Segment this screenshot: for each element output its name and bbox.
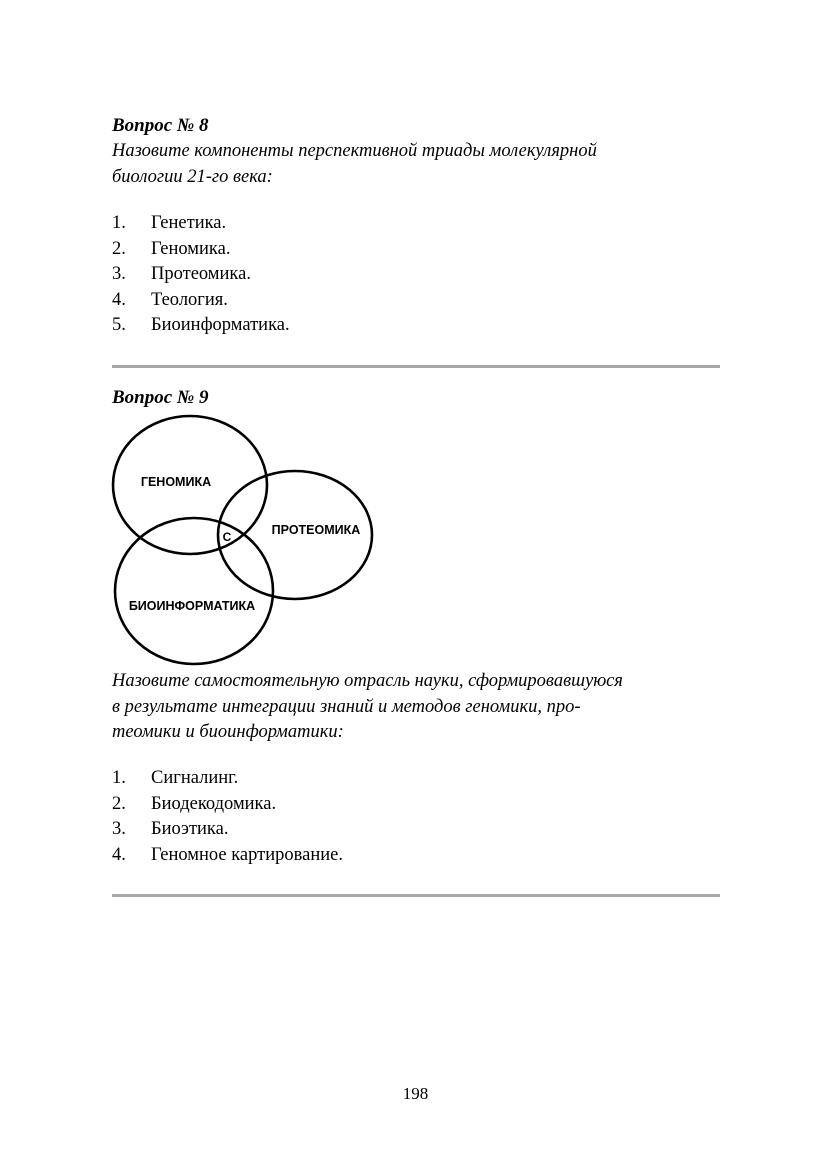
answer-option[interactable] bbox=[112, 766, 343, 792]
answer-option[interactable] bbox=[112, 843, 343, 869]
answer-number: 1. bbox=[112, 768, 126, 788]
answer-option[interactable] bbox=[112, 211, 290, 237]
bioinformatics-circle bbox=[115, 518, 273, 664]
question-9-text-line: теомики и биоинформатики: bbox=[112, 722, 344, 742]
proteomics-label: ПРОТЕОМИКА bbox=[271, 523, 361, 537]
question-9-title: Вопрос № 9 bbox=[112, 387, 209, 408]
intersection-label: C bbox=[222, 530, 232, 544]
page-number: 198 bbox=[402, 1084, 429, 1103]
answer-option[interactable] bbox=[112, 288, 290, 314]
answer-option[interactable] bbox=[112, 262, 290, 288]
answer-number: 1. bbox=[112, 213, 126, 233]
answer-number: 4. bbox=[112, 844, 126, 865]
question-9-text bbox=[112, 669, 719, 746]
question-9-text-line: Назовите самостоятельную отрасль науки, сформировавшуюся bbox=[112, 671, 623, 691]
answer-option[interactable] bbox=[112, 792, 343, 818]
answer-number: 2. bbox=[112, 238, 126, 259]
question-9-text-line: в результате интеграции знаний и методов геномики, про- bbox=[112, 696, 581, 717]
answer-number: 3. bbox=[112, 264, 126, 284]
question-8-text-line: биологии 21-го века: bbox=[112, 166, 273, 187]
answer-number: 2. bbox=[112, 793, 126, 814]
answer-text: Биоинформатика. bbox=[151, 315, 290, 335]
answer-number: 3. bbox=[112, 819, 126, 839]
section-divider bbox=[112, 365, 720, 368]
answer-text: Биодекодомика. bbox=[151, 793, 277, 814]
question-9-answers bbox=[112, 766, 343, 868]
answer-text: Теология. bbox=[151, 289, 228, 310]
answer-option[interactable] bbox=[112, 313, 290, 339]
answer-text: Протеомика. bbox=[151, 264, 251, 284]
answer-number: 4. bbox=[112, 289, 126, 310]
answer-text: Генетика. bbox=[151, 213, 227, 233]
question-8-text bbox=[112, 139, 719, 190]
question-8-answers bbox=[112, 211, 290, 339]
answer-text: Геномное картирование. bbox=[151, 844, 343, 865]
answer-text: Геномика. bbox=[151, 238, 231, 259]
venn-diagram bbox=[106, 410, 382, 672]
question-8-title: Вопрос № 8 bbox=[112, 115, 209, 136]
answer-option[interactable] bbox=[112, 237, 290, 263]
section-divider bbox=[112, 894, 720, 897]
answer-option[interactable] bbox=[112, 817, 343, 843]
answer-text: Сигналинг. bbox=[151, 768, 239, 788]
answer-number: 5. bbox=[112, 315, 126, 335]
genomics-label: ГЕНОМИКА bbox=[140, 475, 212, 489]
bioinformatics-label: БИОИНФОРМАТИКА bbox=[128, 599, 256, 613]
answer-text: Биоэтика. bbox=[151, 819, 229, 839]
question-8-text-line: Назовите компоненты перспективной триады молекулярной bbox=[112, 141, 597, 161]
